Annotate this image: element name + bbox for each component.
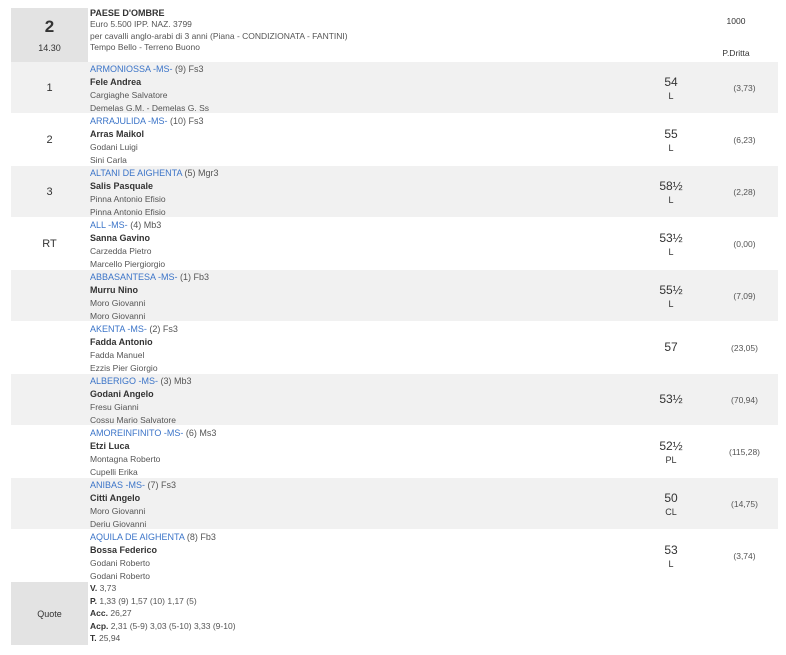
runner-weight: 53½ <box>659 391 683 406</box>
runner-position <box>11 374 88 425</box>
quote-line <box>90 620 778 633</box>
horse-name-link[interactable]: AKENTA -MS- <box>90 324 147 334</box>
runner-odds: (7,09) <box>733 290 756 301</box>
runner-details <box>88 270 631 321</box>
runner-row <box>11 426 778 478</box>
race-conditions: per cavalli anglo-arabi di 3 anni (Piana - CONDIZIONATA - FANTINI) <box>90 30 348 41</box>
quote-value: 1,33 (9) 1,57 (10) 1,17 (5) <box>99 595 197 606</box>
quote-key: Acp. <box>90 620 109 631</box>
runner-row <box>11 166 778 218</box>
horse-extra: (2) Fs3 <box>149 324 178 334</box>
quote-line <box>90 632 778 645</box>
runner-weight: 55 <box>664 126 678 141</box>
trainer-name: Cargiaghe Salvatore <box>90 89 168 100</box>
horse-extra: (6) Ms3 <box>185 428 217 438</box>
runner-position <box>11 478 88 529</box>
runner-code: L <box>668 194 674 205</box>
quote-value: 26,27 <box>110 608 132 619</box>
runner-odds: (23,05) <box>731 342 758 353</box>
runner-odds: (2,28) <box>733 186 756 197</box>
runner-odds: (3,73) <box>733 82 756 93</box>
runner-weight-cell <box>631 322 711 373</box>
runner-weight: 58½ <box>659 178 683 193</box>
runner-code: L <box>668 298 674 309</box>
horse-line <box>90 115 631 128</box>
quote-key: T. <box>90 633 97 644</box>
race-number-box <box>11 8 88 62</box>
owner-name: Godani Roberto <box>90 570 151 581</box>
quote-value: 3,73 <box>99 583 117 593</box>
runner-weight-cell <box>631 530 711 581</box>
owner-name: Demelas G.M. - Demelas G. Ss <box>90 102 210 113</box>
owner-name: Ezzis Pier Giorgio <box>90 362 158 373</box>
owner-name: Marcello Piergiorgio <box>90 258 166 269</box>
runner-row <box>11 322 778 374</box>
trainer-name: Carzedda Pietro <box>90 245 152 256</box>
runner-weight: 55½ <box>659 282 683 297</box>
runner-code: L <box>668 246 674 257</box>
jockey-name: Murru Nino <box>90 284 138 295</box>
trainer-name: Godani Luigi <box>90 141 138 152</box>
runner-odds: (70,94) <box>731 394 758 405</box>
horse-extra: (7) Fs3 <box>147 480 177 490</box>
runner-weight: 57 <box>664 339 678 354</box>
jockey-name: Arras Maikol <box>90 128 145 139</box>
runner-weight-cell <box>631 166 711 217</box>
runner-weight-cell <box>631 218 711 269</box>
runner-position <box>11 270 88 321</box>
race-prize: Euro 5.500 IPP. NAZ. 3799 <box>90 19 192 30</box>
trainer-name: Fresu Gianni <box>90 401 139 412</box>
quote-row <box>11 582 778 645</box>
runner-weight-cell <box>631 374 711 425</box>
runner-code: L <box>668 142 674 153</box>
jockey-name: Bossa Federico <box>90 544 158 555</box>
runner-position: 1 <box>46 81 53 94</box>
horse-line <box>90 219 631 232</box>
horse-name-link[interactable]: AQUILA DE AIGHENTA <box>90 532 185 542</box>
quote-value: 2,31 (5-9) 3,03 (5-10) 3,33 (9-10) <box>110 620 236 631</box>
runner-odds: (0,00) <box>733 238 756 249</box>
jockey-name: Fele Andrea <box>90 76 142 87</box>
runner-code: L <box>668 558 674 569</box>
jockey-name: Sanna Gavino <box>90 232 151 243</box>
owner-name: Cossu Mario Salvatore <box>90 414 176 425</box>
runner-odds: (14,75) <box>731 498 758 509</box>
horse-name-link[interactable]: ALTANI DE AIGHENTA <box>90 168 183 178</box>
race-title: PAESE D'OMBRE <box>90 8 165 18</box>
runner-position <box>11 530 88 581</box>
runner-weight: 50 <box>664 490 678 505</box>
horse-line <box>90 479 631 492</box>
race-number: 2 <box>44 17 55 36</box>
runner-details <box>88 426 631 477</box>
horse-extra: (8) Fb3 <box>186 532 216 542</box>
horse-name-link[interactable]: ARMONIOSSA -MS- <box>90 64 173 74</box>
runner-weight: 54 <box>664 74 678 89</box>
runner-details <box>88 478 631 529</box>
runner-details <box>88 114 631 165</box>
runners-list <box>11 62 778 582</box>
trainer-name: Godani Roberto <box>90 557 151 568</box>
jockey-name: Etzi Luca <box>90 440 130 451</box>
horse-name-link[interactable]: ARRAJULIDA -MS- <box>90 116 168 126</box>
runner-position <box>11 426 88 477</box>
quote-line <box>90 607 778 620</box>
horse-name-link[interactable]: ANIBAS -MS- <box>90 480 146 490</box>
trainer-name: Fadda Manuel <box>90 349 145 360</box>
quote-key: V. <box>90 583 98 593</box>
race-card <box>11 8 778 645</box>
runner-position <box>11 322 88 373</box>
runner-position: 3 <box>46 185 53 198</box>
quote-lines <box>88 582 778 645</box>
race-time: 14.30 <box>38 43 61 53</box>
trainer-name: Moro Giovanni <box>90 297 146 308</box>
race-track: P.Dritta <box>722 48 750 58</box>
owner-name: Deriu Giovanni <box>90 518 147 529</box>
trainer-name: Moro Giovanni <box>90 505 146 516</box>
race-header <box>11 8 778 62</box>
horse-extra: (4) Mb3 <box>130 220 162 230</box>
horse-line <box>90 531 631 544</box>
runner-odds: (3,74) <box>733 550 756 561</box>
runner-details <box>88 166 631 217</box>
runner-odds: (6,23) <box>733 134 756 145</box>
horse-extra: (9) Fs3 <box>175 64 204 74</box>
quote-line <box>90 582 778 595</box>
runner-odds: (115,28) <box>728 446 761 457</box>
runner-weight: 53 <box>664 542 678 557</box>
horse-extra: (5) Mgr3 <box>184 168 219 178</box>
runner-row <box>11 62 778 114</box>
quote-line <box>90 595 778 608</box>
runner-row <box>11 530 778 582</box>
trainer-name: Pinna Antonio Efisio <box>90 193 166 204</box>
owner-name: Moro Giovanni <box>90 310 146 321</box>
runner-weight: 53½ <box>659 230 683 245</box>
jockey-name: Salis Pasquale <box>90 180 154 191</box>
runner-code: CL <box>665 506 677 517</box>
runner-row <box>11 270 778 322</box>
runner-weight-cell <box>631 114 711 165</box>
runner-position: RT <box>42 237 57 250</box>
owner-name: Pinna Antonio Efisio <box>90 206 166 217</box>
horse-line <box>90 167 631 180</box>
horse-line <box>90 271 631 284</box>
horse-name-link[interactable]: ALBERIGO -MS- <box>90 376 159 386</box>
jockey-name: Fadda Antonio <box>90 336 153 347</box>
horse-line <box>90 63 631 76</box>
horse-name-link[interactable]: ALL -MS- <box>90 220 128 230</box>
horse-name-link[interactable]: ABBASANTESA -MS- <box>90 272 178 282</box>
quote-label: Quote <box>11 582 88 645</box>
jockey-name: Godani Angelo <box>90 388 154 399</box>
horse-extra: (10) Fs3 <box>170 116 204 126</box>
runner-weight-cell <box>631 478 711 529</box>
quote-key: Acc. <box>90 608 108 619</box>
runner-details <box>88 322 631 373</box>
horse-line <box>90 427 631 440</box>
race-weather: Tempo Bello - Terreno Buono <box>90 41 200 52</box>
runner-weight-cell <box>631 270 711 321</box>
race-info <box>88 8 631 62</box>
runner-code: PL <box>665 454 677 465</box>
runner-details <box>88 374 631 425</box>
horse-extra: (3) Mb3 <box>160 376 192 386</box>
runner-weight: 52½ <box>659 438 683 453</box>
horse-line <box>90 323 631 336</box>
runner-details <box>88 62 631 113</box>
quote-value: 25,94 <box>99 633 121 644</box>
runner-row <box>11 114 778 166</box>
runner-position: 2 <box>46 133 53 146</box>
horse-name-link[interactable]: AMOREINFINITO -MS- <box>90 428 184 438</box>
horse-extra: (1) Fb3 <box>180 272 210 282</box>
runner-code: L <box>668 90 674 101</box>
race-meta <box>631 8 778 62</box>
owner-name: Cupelli Erika <box>90 466 138 477</box>
runner-details <box>88 530 631 581</box>
quote-key: P. <box>90 595 97 606</box>
jockey-name: Citti Angelo <box>90 492 141 503</box>
runner-row <box>11 374 778 426</box>
runner-weight-cell <box>631 426 711 477</box>
race-distance: 1000 <box>726 16 746 26</box>
runner-row <box>11 478 778 530</box>
trainer-name: Montagna Roberto <box>90 453 161 464</box>
runner-weight-cell <box>631 62 711 113</box>
owner-name: Sini Carla <box>90 154 127 165</box>
runner-row <box>11 218 778 270</box>
horse-line <box>90 375 631 388</box>
runner-details <box>88 218 631 269</box>
